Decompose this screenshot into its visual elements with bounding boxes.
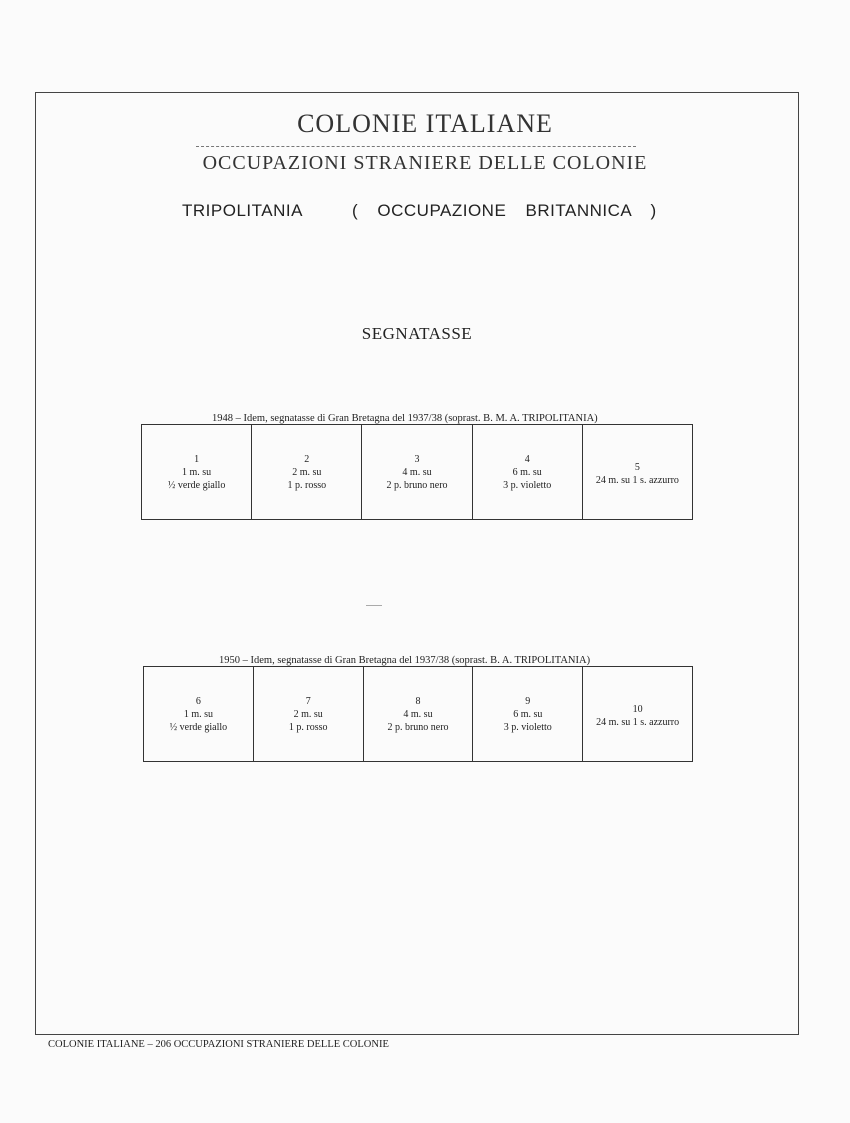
stamp-value: 24 m. su 1 s. azzurro xyxy=(596,717,680,728)
stamp-number: 7 xyxy=(305,695,311,707)
stamp-number: 3 xyxy=(414,453,420,465)
page-subtitle: OCCUPAZIONI STRANIERE DELLE COLONIE xyxy=(202,152,648,174)
stamp-slot xyxy=(583,667,692,761)
issue-caption-1950: 1950 – Idem, segnatasse di Gran Bretagna del 1937/38 (soprast. B. A. TRIPOLITANIA) xyxy=(219,655,591,666)
stamp-number: 2 xyxy=(304,453,310,465)
stamp-slot xyxy=(473,425,583,519)
stamp-color: ½ verde giallo xyxy=(169,721,228,733)
stamp-slot xyxy=(473,667,583,761)
stamp-value: 4 m. su xyxy=(402,466,432,478)
page-frame xyxy=(35,92,799,1035)
occupation-label: ( OCCUPAZIONE BRITANNICA ) xyxy=(352,201,657,220)
section-title: SEGNATASSE xyxy=(361,324,473,343)
page-title: COLONIE ITALIANE xyxy=(297,109,553,138)
stamp-color: ½ verde giallo xyxy=(167,479,226,491)
stamp-number: 8 xyxy=(415,695,421,707)
stamp-row-1948 xyxy=(141,424,693,520)
stamp-slot xyxy=(362,425,472,519)
stamp-value: 2 m. su xyxy=(293,708,323,720)
stamp-slot xyxy=(142,425,252,519)
stamp-color: 1 p. rosso xyxy=(288,721,328,733)
stamp-value: 1 m. su xyxy=(183,708,213,720)
stamp-slot xyxy=(252,425,362,519)
stamp-value: 24 m. su 1 s. azzurro xyxy=(595,475,679,486)
issue-caption-1948: 1948 – Idem, segnatasse di Gran Bretagna del 1937/38 (soprast. B. M. A. TRIPOLITANIA) xyxy=(212,413,598,424)
page-footer: COLONIE ITALIANE – 206 OCCUPAZIONI STRANIERE DELLE COLONIE xyxy=(48,1039,389,1050)
title-divider xyxy=(196,146,636,147)
stamp-number: 9 xyxy=(525,695,531,707)
stamp-number: 4 xyxy=(524,453,530,465)
stamp-value: 4 m. su xyxy=(403,708,433,720)
stamp-color: 2 p. bruno nero xyxy=(387,721,449,733)
stamp-color: 1 p. rosso xyxy=(287,479,327,491)
stamp-slot xyxy=(144,667,254,761)
region-label: TRIPOLITANIA xyxy=(182,201,303,220)
stamp-number: 1 xyxy=(194,453,200,465)
stamp-value: 1 m. su xyxy=(182,466,212,478)
stamp-slot xyxy=(254,667,364,761)
stamp-color: 3 p. violetto xyxy=(503,479,552,491)
stamp-value: 2 m. su xyxy=(292,466,322,478)
stamp-row-1950 xyxy=(143,666,693,762)
stamp-number: 6 xyxy=(195,695,201,707)
stamp-slot xyxy=(364,667,474,761)
scan-mark xyxy=(366,605,382,606)
stamp-slot xyxy=(583,425,692,519)
stamp-number: 10 xyxy=(632,704,643,715)
stamp-value: 6 m. su xyxy=(512,466,542,478)
stamp-value: 6 m. su xyxy=(513,708,543,720)
stamp-color: 2 p. bruno nero xyxy=(386,479,448,491)
stamp-number: 5 xyxy=(634,462,640,473)
stamp-color: 3 p. violetto xyxy=(503,721,552,733)
